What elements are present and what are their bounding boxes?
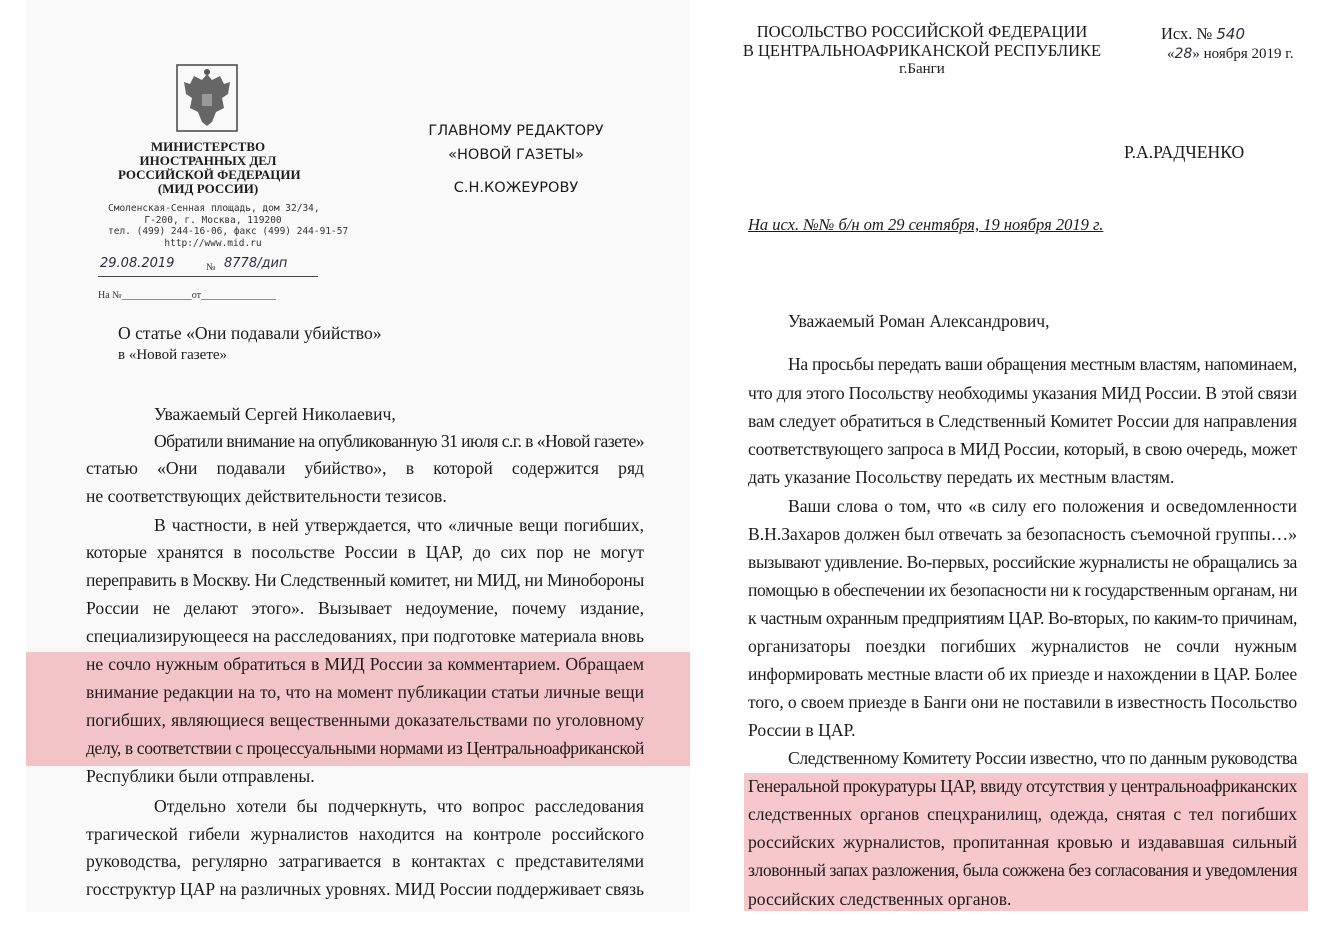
body-line: российских следственных органов. — [748, 889, 1012, 909]
body-line: дать указание Посольству передать их местным властям. — [748, 467, 1175, 487]
body-line: вызывают удивление. Во-первых, российские журналисты не обращались за — [748, 552, 1297, 572]
date-open: « — [1167, 46, 1175, 62]
ministry-line: (МИД РОССИИ) — [157, 181, 259, 196]
embassy-header — [736, 22, 1108, 79]
subject-line: О статье «Они подавали убийство» — [118, 323, 382, 343]
body-line: помощью в обеспечении их безопасности ни к государственным органам, ни — [748, 580, 1297, 600]
handwritten-number: 8778/дип — [224, 256, 288, 271]
body-line: В частности, в ней утверждается, что «личные вещи погибших, — [154, 515, 644, 535]
body-line: погибших, являющиеся вещественными доказательствами по уголовному — [86, 710, 644, 730]
address-line: Смоленская-Сенная площадь, дом 32/34, — [108, 203, 320, 214]
body-line: Республики были отправлены. — [86, 766, 315, 786]
body-line: которые хранятся в посольстве России в ЦАР, до сих пор не могут — [86, 542, 644, 562]
body-line: госструктур ЦАР на различных уровнях. МИД России поддерживает связь — [86, 879, 644, 899]
ministry-line: ИНОСТРАННЫХ ДЕЛ — [139, 153, 277, 168]
date-rest: » ноября 2019 г. — [1192, 46, 1294, 62]
body-line: Отдельно хотели бы подчеркнуть, что вопрос расследования — [154, 796, 644, 816]
address-line: Г-200, г. Москва, 119200 — [144, 214, 282, 226]
body-line: что для этого Посольству необходимы указания МИД России. В этой связи — [748, 383, 1297, 403]
body-line: трагической гибели журналистов находится на контроле российского — [86, 824, 644, 844]
addressee-line: ГЛАВНОМУ РЕДАКТОРУ — [428, 123, 604, 139]
body-line: не сочло нужным обратиться в МИД России за комментарием. Обращаем — [86, 654, 644, 674]
ministry-name — [118, 139, 301, 196]
body-line: того, о своем приезде в Банги они не поставили в известность Посольство — [748, 692, 1297, 712]
russian-coat-of-arms-icon — [176, 64, 238, 132]
embassy-line: ПОСОЛЬСТВО РОССИЙСКОЙ ФЕДЕРАЦИИ — [756, 22, 1088, 41]
outgoing-number — [1161, 24, 1245, 44]
body-line: к частным охранным предприятиям ЦАР. Во-вторых, по каким-то причинам, — [748, 608, 1297, 628]
body-line: руководства, регулярно затрагивается в контактах с представителями — [86, 851, 644, 871]
body-line: переправить в Москву. Ни Следственный комитет, ни МИД, ни Минобороны — [86, 570, 644, 590]
addressee-line: С.Н.КОЖЕУРОВУ — [453, 180, 579, 196]
addressee: Р.А.РАДЧЕНКО — [1124, 142, 1245, 162]
date-number-line — [98, 256, 318, 277]
greeting: Уважаемый Сергей Николаевич, — [154, 404, 396, 424]
body-line: не соответствующих действительности тезисов. — [86, 486, 447, 506]
addressee-line: «НОВОЙ ГАЗЕТЫ» — [448, 147, 584, 163]
body-line: соответствующего запроса в МИД России, который, в свою очередь, может — [748, 439, 1297, 459]
reference-line: На №______________от_______________ — [98, 290, 276, 301]
body-line: информировать местные власти об их приезде и нахождении в ЦАР. Более — [748, 664, 1297, 684]
body-line: вам следует обратиться в Следственный Комитет России для направления — [748, 411, 1297, 431]
body-line: внимание редакции на то, что на момент публикации статьи личные вещи — [86, 682, 644, 702]
subject — [118, 322, 382, 366]
ministry-address — [108, 203, 349, 249]
body-line: В.Н.Захаров должен был отвечать за безопасность съемочной группы…» — [748, 524, 1297, 544]
body-line: На просьбы передать ваши обращения местным властям, напоминаем, — [788, 354, 1297, 374]
address-line: http://www.mid.ru — [164, 237, 262, 249]
body-line: Обратили внимание на опубликованную 31 июля с.г. в «Новой газете» — [154, 431, 644, 451]
body-line: делу, в соответствии с процессуальными нормами из Центральноафриканской — [86, 738, 645, 758]
right-letter-page — [700, 0, 1344, 926]
left-letter-page — [26, 0, 690, 912]
body-line: России в ЦАР. — [748, 720, 856, 740]
body-line: статью «Они подавали убийство», в которой содержится ряд — [86, 458, 644, 478]
handwritten-date: 29.08.2019 — [100, 256, 175, 271]
reference: На исх. №№ б/н от 29 сентября, 19 ноября 2019 г. — [748, 215, 1104, 234]
body-line: организаторы поездки погибших журналистов не сочли нужным — [748, 636, 1297, 656]
body-line: Ваши слова о том, что «в силу его положения и осведомленности — [788, 496, 1297, 516]
letter-date — [1167, 46, 1293, 63]
addressee-block — [426, 118, 606, 202]
outgoing-label: Исх. № — [1161, 24, 1213, 43]
body-line: следственных органов спецхранилищ, одежда, снятая с тел погибших — [748, 804, 1297, 824]
embassy-line: г.Банги — [899, 61, 945, 77]
handwritten-outgoing-number: 540 — [1216, 25, 1246, 43]
handwritten-day: 28 — [1174, 46, 1193, 62]
ministry-line: РОССИЙСКОЙ ФЕДЕРАЦИИ — [118, 167, 301, 182]
body-line: зловонный запах разложения, была сожжена без согласования и уведомления — [748, 860, 1297, 880]
number-prefix: № — [206, 262, 216, 273]
body-line: Следственному Комитету России известно, что по данным руководства — [788, 748, 1297, 768]
body-line: России не делают этого». Вызывает недоумение, почему издание, — [86, 598, 644, 618]
greeting: Уважаемый Роман Александрович, — [788, 311, 1050, 331]
address-line: тел. (499) 244-16-06, факс (499) 244-91-57 — [108, 226, 349, 237]
body-line: специализирующееся на расследованиях, при подготовке материала вновь — [86, 626, 644, 646]
body-line: российских журналистов, пропитанная кровью и издававшая сильный — [748, 832, 1297, 852]
body-line: Генеральной прокуратуры ЦАР, ввиду отсутствия у центральноафриканских — [748, 776, 1297, 796]
ministry-line: МИНИСТЕРСТВО — [150, 139, 266, 154]
subject-line: в «Новой газете» — [118, 347, 228, 363]
embassy-line: В ЦЕНТРАЛЬНОАФРИКАНСКОЙ РЕСПУБЛИКЕ — [742, 41, 1102, 60]
